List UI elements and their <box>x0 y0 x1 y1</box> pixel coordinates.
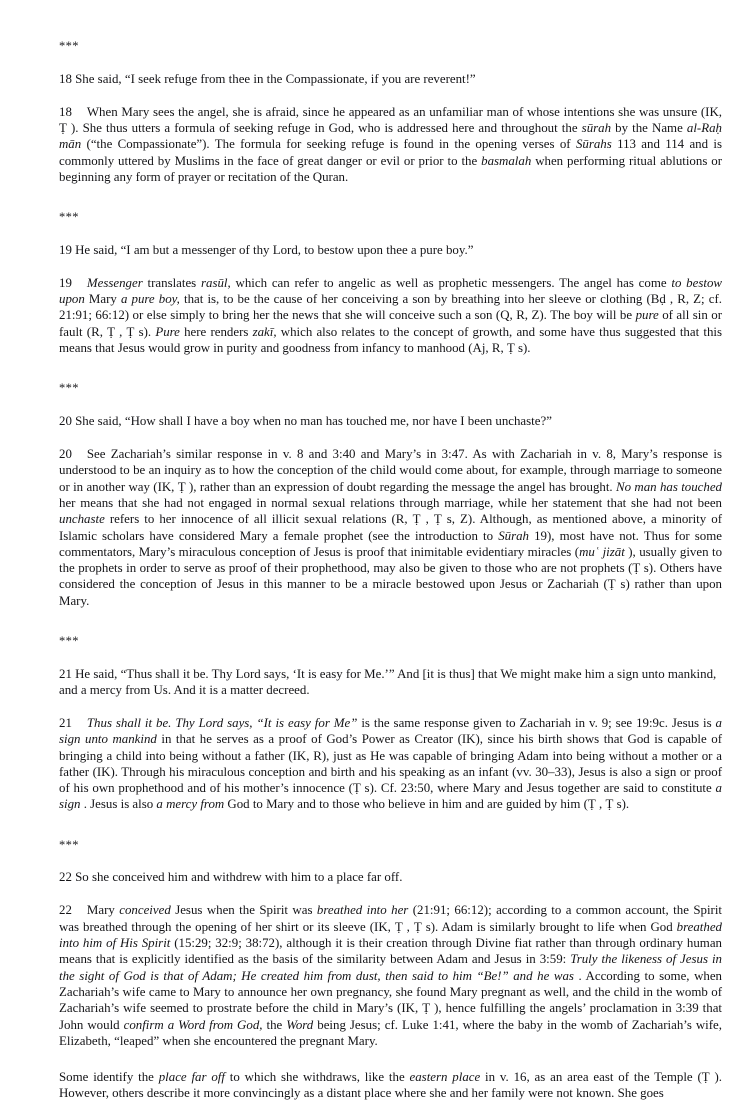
italic-term-a-mercy-from: a mercy from <box>156 797 225 812</box>
commentary-text: which can refer to angelic as well as prophetic messengers. The angel has come <box>230 275 672 290</box>
commentary-text: . According to some, when Zachariah’s wife came to Mary to announce her own pregnancy, she found Mary pregnant as well, and the child in the womb of Zachariah’s wife seemed to prostrate before the child in Mary’s (IK, Ṭ ), hence fulfilling the angels’ proclamation in 3:39 that John would <box>59 968 722 1032</box>
commentary-text: God to Mary and to those who believe in him and are guided by him (Ṭ , Ṭ s). <box>224 797 630 812</box>
verse-number-22: 22 <box>59 870 72 885</box>
commentary-text: (“the Compassionate”). The formula for seeking refuge is found in the opening verses of <box>81 137 576 152</box>
italic-term-surah: Sūrah <box>498 528 529 543</box>
italic-term-surahs: Sūrahs <box>575 137 612 152</box>
section-separator: *** <box>59 634 79 649</box>
italic-term-messenger: Messenger <box>86 275 143 290</box>
italic-term-no-man-has-touched: No man has touched <box>616 479 723 494</box>
italic-term-al-rahman: al-Raḥ mān <box>59 121 722 152</box>
commentary-text: when performing ritual ablutions or beginning any form of prayer or recitation of the Quran. <box>59 153 723 184</box>
verse-text-20 <box>59 413 719 429</box>
commentary-block-19 <box>59 275 722 356</box>
commentary-text: See Zachariah’s similar response in v. 8 and 3:40 and Mary’s in 3:47. As with Zachariah in v. 8, Mary’s response is understood to be an inquiry as to how the conception of the child would come about, for example, through marriage to someone or in another way (IK, Ṭ ), rather than an expression of doubt regarding the message the angel has brought. <box>59 447 722 494</box>
commentary-number-20: 20 <box>59 447 72 462</box>
commentary-text: refers to her innocence of all illicit sexual relations (R, Ṭ , Ṭ s, Z). Although, as mentioned above, a minority of Islamic scholars have considered Mary a female prophet (see the introduction to <box>59 512 722 543</box>
verse-body-19: He said, “I am but a messenger of thy Lord, to bestow upon thee a pure boy.” <box>71 242 474 257</box>
italic-term-a-sign-unto-mankind: a sign unto mankind <box>59 715 722 747</box>
verse-body-20: She said, “How shall I have a boy when no man has touched me, nor have I been unchaste?” <box>71 413 552 428</box>
italic-term-bestow-upon: to bestow upon <box>59 275 722 307</box>
commentary-text: in that he serves as a proof of God’s Power as Creator (IK), since his birth shows that God is capable of bringing a child into being without a father (IK, R), just as He was capable of bringing Adam into being without a mother or a father (IK). Through his miraculous conception and birth and his speaking as an infant (vv. 30–33), Jesus is also a sign or proof of his own prophethood and of his mother’s innocence (Ṭ s). Cf. 23:50, where Mary and Jesus together are said to constitute <box>59 732 722 796</box>
italic-term-basmalah: basmalah <box>481 153 532 168</box>
section-separator: *** <box>59 39 79 53</box>
verse-text-22 <box>59 869 719 885</box>
commentary-text: the <box>262 1017 287 1032</box>
italic-term-mujizat: muʿ jizāt <box>579 544 625 559</box>
commentary-block-22 <box>59 902 722 1049</box>
italic-term-unchaste: unchaste <box>59 512 105 527</box>
verse-body-21: He said, “Thus shall it be. Thy Lord says, ‘It is easy for Me.’” And [it is thus] that We might make him a sign unto mankind, and a mercy from Us. And it is a matter decreed. <box>59 666 717 697</box>
commentary-number-22: 22 <box>59 903 72 918</box>
verse-number-21: 21 <box>59 666 72 681</box>
commentary-text: that is, to be the cause of her conceiving a son by breathing into her sleeve or clothing (Bḍ , R, Z; cf. 21:91; 66:12) or else simply to bring her the news that she will conceive such a son (Q, R, Z). The boy will be <box>59 292 722 323</box>
italic-term-place-far-off: place far off <box>158 1070 225 1085</box>
commentary-text: her means that she had not engaged in normal sexual relations through marriage, while her statement that she had not been <box>59 495 722 510</box>
commentary-number-18: 18 <box>59 104 72 119</box>
commentary-text: 19), most have not. Thus for some commentators, Mary’s miraculous conception of Jesus is proof that inimitable evidentiary miracles ( <box>59 528 722 559</box>
commentary-text: When Mary sees the angel, she is afraid, since he appeared as an unfamiliar man of whose intentions she was unsure (IK, Ṭ ). She thus utters a formula of seeking refuge in God, who is addressed here and throughout the <box>59 104 722 135</box>
italic-term-confirm-a-word: confirm a Word from God, <box>123 1017 263 1032</box>
commentary-text: being Jesus; cf. Luke 1:41, where the baby in the womb of Zachariah’s wife, Elizabeth, “leaped” when she encountered the pregnant Mary. <box>59 1017 722 1048</box>
italic-term-eastern-place: eastern place <box>409 1070 481 1085</box>
verse-text-18 <box>59 71 719 87</box>
commentary-block-18 <box>59 104 722 185</box>
commentary-text: is the same response given to Zachariah in v. 9; see 19:9c. Jesus is <box>357 715 716 730</box>
italic-term-breathed-into-him: breathed into him of His Spirit <box>59 919 722 951</box>
commentary-number-19: 19 <box>59 275 72 290</box>
commentary-text: to which she withdraws, like the <box>224 1070 410 1085</box>
italic-term-rasul: rasūl, <box>201 275 231 290</box>
commentary-number-21: 21 <box>59 715 72 730</box>
commentary-text: by the Name <box>611 121 687 135</box>
section-separator: *** <box>59 210 79 225</box>
commentary-text: here renders <box>179 324 253 339</box>
commentary-text: (15:29; 32:9; 38:72), although it is their creation through Divine fiat rather than through ordinary human means that is explicitly identified as the basis of the similarity between Adam and Jesus in 3:59: <box>59 936 722 967</box>
commentary-text: Some identify the <box>59 1070 159 1085</box>
italic-term-word: Word <box>286 1017 314 1032</box>
italic-quote-adam-likeness: Truly the likeness of Jesus in the sight of God is that of Adam; He created him from dust, then said to him “Be!” and he was <box>59 952 722 983</box>
commentary-text: translates <box>142 275 201 290</box>
commentary-text: 113 and 114 and is commonly uttered by Muslims in the face of great danger or evil or prior to the <box>59 137 722 168</box>
commentary-text: Mary <box>86 903 120 918</box>
italic-term-thus-shall-it-be: Thus shall it be. Thy Lord says, “It is easy for Me” <box>86 715 358 730</box>
verse-text-21 <box>59 666 719 698</box>
verse-number-20: 20 <box>59 413 72 428</box>
italic-term-pure-2: Pure <box>155 324 180 339</box>
italic-term-a-sign: a sign <box>59 781 722 812</box>
commentary-text: (21:91; 66:12); according to a common account, the Spirit was breathed through the opening of her shirt or its sleeve (IK, Ṭ , Ṭ s). Adam is similarly brought to life when God <box>59 903 722 934</box>
verse-text-19 <box>59 242 719 258</box>
verse-body-18: She said, “I seek refuge from thee in the Compassionate, if you are reverent!” <box>71 71 476 86</box>
section-separator: *** <box>59 837 79 852</box>
commentary-text: in v. 16, as an area east of the Temple (Ṭ ). However, others describe it more convincingly as a distant place where she and her family were not known. She goes <box>59 1070 723 1101</box>
italic-term-pure: pure <box>635 308 659 323</box>
verse-number-18: 18 <box>59 71 72 86</box>
italic-term-surah: sūrah <box>581 121 612 135</box>
italic-term-zaki: zakī, <box>252 324 277 339</box>
italic-term-a-pure-boy: a pure boy, <box>120 292 180 307</box>
italic-term-conceived: conceived <box>119 903 171 918</box>
section-separator: *** <box>59 381 79 396</box>
commentary-text: . Jesus is also <box>80 797 157 812</box>
commentary-block-21 <box>59 715 722 813</box>
commentary-text: which also relates to the concept of growth, and some have thus suggested that this means that Jesus would grow in purity and goodness from infancy to manhood (Aj, R, Ṭ s). <box>59 324 722 356</box>
commentary-text: Jesus when the Spirit was <box>170 903 317 918</box>
italic-term-breathed-into-her: breathed into her <box>316 903 409 918</box>
commentary-text: ), usually given to the prophets in order to serve as proof of their prophethood, may also be given to those who are not prophets (Ṭ s). Others have considered the conception of Jesus in this manner to be a miracle bestowed upon Jesus or Zachariah (Ṭ s) rather than upon Mary. <box>59 544 723 608</box>
commentary-block-22-continued <box>59 1069 722 1102</box>
verse-number-19: 19 <box>59 242 72 257</box>
commentary-text: Mary <box>84 292 121 307</box>
commentary-text: of all sin or fault (R, Ṭ , Ṭ s). <box>59 308 722 339</box>
commentary-block-20 <box>59 446 722 609</box>
verse-body-22: So she conceived him and withdrew with him to a place far off. <box>71 870 403 885</box>
